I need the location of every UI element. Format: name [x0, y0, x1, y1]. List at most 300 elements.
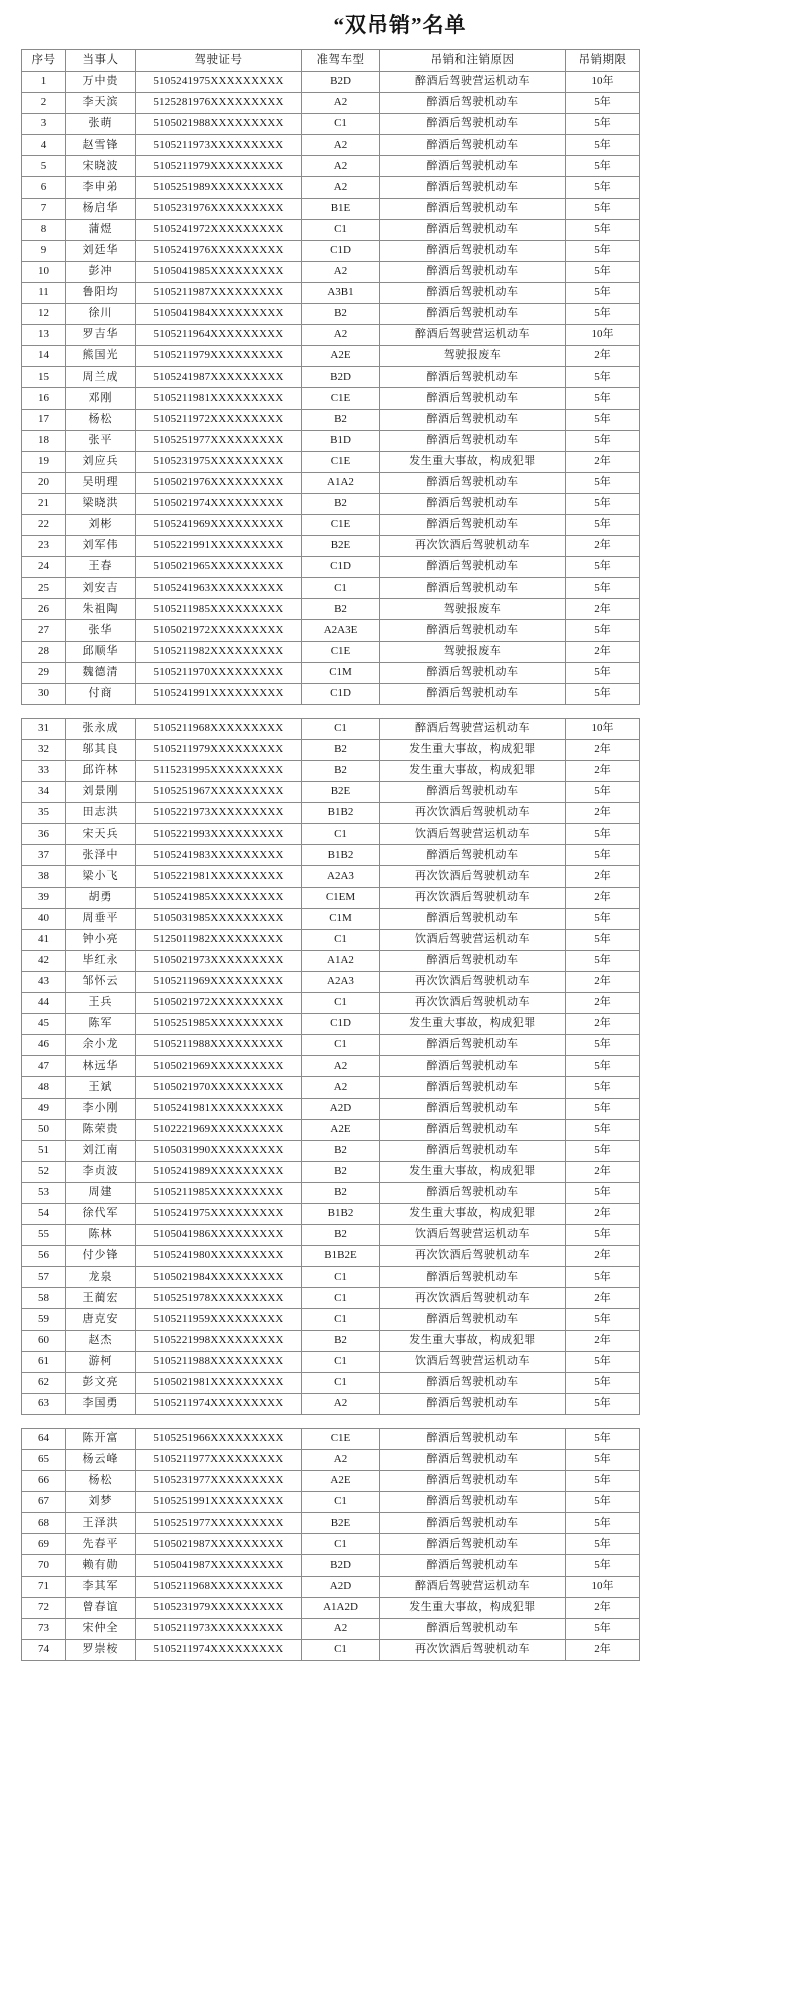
cell-index: 7: [22, 198, 66, 219]
cell-term: 10年: [566, 718, 640, 739]
cell-term: 5年: [566, 430, 640, 451]
cell-license: 5125011982XXXXXXXXX: [136, 929, 302, 950]
cell-reason: 醉酒后驾驶机动车: [380, 845, 566, 866]
table-row: [22, 1035, 640, 1056]
cell-reason: 醉酒后驾驶机动车: [380, 135, 566, 156]
cell-index: 50: [22, 1119, 66, 1140]
cell-term: 5年: [566, 1140, 640, 1161]
cell-reason: 饮酒后驾驶营运机动车: [380, 1351, 566, 1372]
table-row: [22, 177, 640, 198]
cell-reason: 醉酒后驾驶机动车: [380, 409, 566, 430]
cell-index: 19: [22, 451, 66, 472]
cell-license: 5105211977XXXXXXXXX: [136, 1450, 302, 1471]
cell-reason: 醉酒后驾驶机动车: [380, 219, 566, 240]
table-row: [22, 304, 640, 325]
cell-term: 5年: [566, 1351, 640, 1372]
cell-license: 5105251991XXXXXXXXX: [136, 1492, 302, 1513]
cell-reason: 醉酒后驾驶机动车: [380, 261, 566, 282]
cell-term: 5年: [566, 1428, 640, 1449]
cell-index: 55: [22, 1225, 66, 1246]
table-row: [22, 1140, 640, 1161]
cell-name: 王泽洪: [66, 1513, 136, 1534]
cell-name: 徐代军: [66, 1203, 136, 1224]
cell-type: B1E: [302, 198, 380, 219]
table-row: [22, 845, 640, 866]
cell-name: 唐克安: [66, 1309, 136, 1330]
cell-index: 37: [22, 845, 66, 866]
cell-reason: 再次饮酒后驾驶机动车: [380, 803, 566, 824]
cell-index: 29: [22, 662, 66, 683]
cell-index: 17: [22, 409, 66, 430]
cell-license: 5105241985XXXXXXXXX: [136, 887, 302, 908]
cell-name: 王斌: [66, 1077, 136, 1098]
listing-table: [21, 49, 640, 705]
cell-name: 李小刚: [66, 1098, 136, 1119]
table-block-separator: [21, 1415, 639, 1428]
cell-term: 5年: [566, 1450, 640, 1471]
cell-name: 曾春谊: [66, 1597, 136, 1618]
column-header-license: 驾驶证号: [136, 50, 302, 72]
cell-name: 梁小飞: [66, 866, 136, 887]
cell-term: 5年: [566, 1393, 640, 1414]
cell-name: 徐川: [66, 304, 136, 325]
cell-term: 5年: [566, 219, 640, 240]
cell-reason: 醉酒后驾驶机动车: [380, 1267, 566, 1288]
cell-term: 2年: [566, 739, 640, 760]
cell-type: A2: [302, 1618, 380, 1639]
cell-reason: 醉酒后驾驶营运机动车: [380, 325, 566, 346]
cell-type: B2: [302, 739, 380, 760]
cell-license: 5105041986XXXXXXXXX: [136, 1225, 302, 1246]
cell-license: 5105041985XXXXXXXXX: [136, 261, 302, 282]
cell-name: 王蔺宏: [66, 1288, 136, 1309]
table-row: [22, 1372, 640, 1393]
table-row: [22, 1119, 640, 1140]
cell-term: 2年: [566, 1597, 640, 1618]
cell-reason: 醉酒后驾驶机动车: [380, 1119, 566, 1140]
cell-term: 2年: [566, 1288, 640, 1309]
cell-index: 6: [22, 177, 66, 198]
cell-type: B2: [302, 1330, 380, 1351]
cell-name: 刘安吉: [66, 578, 136, 599]
cell-reason: 醉酒后驾驶机动车: [380, 388, 566, 409]
cell-license: 5105221973XXXXXXXXX: [136, 803, 302, 824]
cell-reason: 再次饮酒后驾驶机动车: [380, 536, 566, 557]
cell-reason: 醉酒后驾驶机动车: [380, 240, 566, 261]
cell-index: 14: [22, 346, 66, 367]
cell-license: 5105251985XXXXXXXXX: [136, 1014, 302, 1035]
cell-index: 22: [22, 514, 66, 535]
cell-license: 5105021981XXXXXXXXX: [136, 1372, 302, 1393]
table-row: [22, 950, 640, 971]
cell-index: 44: [22, 993, 66, 1014]
cell-license: 5105241981XXXXXXXXX: [136, 1098, 302, 1119]
cell-name: 周垂平: [66, 908, 136, 929]
cell-license: 5105231975XXXXXXXXX: [136, 451, 302, 472]
cell-license: 5105211968XXXXXXXXX: [136, 718, 302, 739]
table-row: [22, 514, 640, 535]
table-row: [22, 1351, 640, 1372]
cell-reason: 醉酒后驾驶机动车: [380, 282, 566, 303]
cell-license: 5105241980XXXXXXXXX: [136, 1246, 302, 1267]
cell-reason: 再次饮酒后驾驶机动车: [380, 866, 566, 887]
table-row: [22, 282, 640, 303]
cell-term: 5年: [566, 683, 640, 704]
cell-license: 5105211979XXXXXXXXX: [136, 739, 302, 760]
cell-name: 刘应兵: [66, 451, 136, 472]
cell-reason: 醉酒后驾驶机动车: [380, 1309, 566, 1330]
cell-name: 钟小亮: [66, 929, 136, 950]
cell-term: 5年: [566, 1182, 640, 1203]
cell-index: 24: [22, 557, 66, 578]
cell-type: B1B2: [302, 845, 380, 866]
cell-license: 5105211988XXXXXXXXX: [136, 1035, 302, 1056]
cell-index: 4: [22, 135, 66, 156]
table-row: [22, 1450, 640, 1471]
cell-reason: 发生重大事故，构成犯罪: [380, 761, 566, 782]
cell-reason: 醉酒后驾驶机动车: [380, 430, 566, 451]
cell-index: 65: [22, 1450, 66, 1471]
cell-type: B1B2: [302, 1203, 380, 1224]
cell-term: 2年: [566, 1014, 640, 1035]
column-header-index: 序号: [22, 50, 66, 72]
cell-reason: 醉酒后驾驶机动车: [380, 1140, 566, 1161]
cell-license: 5105021984XXXXXXXXX: [136, 1267, 302, 1288]
cell-name: 邬其良: [66, 739, 136, 760]
cell-type: B2: [302, 599, 380, 620]
cell-name: 蒲煜: [66, 219, 136, 240]
cell-type: A1A2D: [302, 1597, 380, 1618]
cell-license: 5105031985XXXXXXXXX: [136, 908, 302, 929]
cell-reason: 饮酒后驾驶营运机动车: [380, 929, 566, 950]
cell-index: 15: [22, 367, 66, 388]
table-row: [22, 641, 640, 662]
cell-license: 5105241972XXXXXXXXX: [136, 219, 302, 240]
cell-type: C1: [302, 929, 380, 950]
cell-name: 周建: [66, 1182, 136, 1203]
cell-term: 2年: [566, 451, 640, 472]
cell-reason: 醉酒后驾驶机动车: [380, 177, 566, 198]
cell-index: 46: [22, 1035, 66, 1056]
cell-reason: 饮酒后驾驶营运机动车: [380, 1225, 566, 1246]
table-row: [22, 1555, 640, 1576]
cell-term: 5年: [566, 472, 640, 493]
cell-name: 邓刚: [66, 388, 136, 409]
cell-term: 2年: [566, 887, 640, 908]
table-row: [22, 219, 640, 240]
cell-term: 5年: [566, 304, 640, 325]
cell-type: C1: [302, 1372, 380, 1393]
cell-reason: 再次饮酒后驾驶机动车: [380, 1246, 566, 1267]
cell-index: 23: [22, 536, 66, 557]
cell-term: 10年: [566, 325, 640, 346]
cell-license: 5105211968XXXXXXXXX: [136, 1576, 302, 1597]
cell-term: 2年: [566, 1639, 640, 1660]
cell-name: 陈开富: [66, 1428, 136, 1449]
cell-name: 刘梦: [66, 1492, 136, 1513]
cell-term: 5年: [566, 1372, 640, 1393]
cell-index: 56: [22, 1246, 66, 1267]
cell-index: 73: [22, 1618, 66, 1639]
cell-type: B2E: [302, 1513, 380, 1534]
cell-index: 43: [22, 971, 66, 992]
cell-reason: 醉酒后驾驶机动车: [380, 472, 566, 493]
cell-name: 赖有勋: [66, 1555, 136, 1576]
table-row: [22, 1597, 640, 1618]
cell-index: 52: [22, 1161, 66, 1182]
table-row: [22, 1288, 640, 1309]
cell-license: 5105211973XXXXXXXXX: [136, 1618, 302, 1639]
cell-name: 王兵: [66, 993, 136, 1014]
cell-type: C1: [302, 1534, 380, 1555]
table-row: [22, 662, 640, 683]
cell-reason: 醉酒后驾驶机动车: [380, 782, 566, 803]
cell-license: 5105021976XXXXXXXXX: [136, 472, 302, 493]
table-row: [22, 557, 640, 578]
cell-reason: 发生重大事故，构成犯罪: [380, 1597, 566, 1618]
cell-type: C1M: [302, 908, 380, 929]
table-row: [22, 1098, 640, 1119]
cell-reason: 发生重大事故，构成犯罪: [380, 1014, 566, 1035]
table-row: [22, 599, 640, 620]
cell-name: 张平: [66, 430, 136, 451]
table-row: [22, 1182, 640, 1203]
cell-index: 11: [22, 282, 66, 303]
cell-index: 38: [22, 866, 66, 887]
cell-reason: 醉酒后驾驶机动车: [380, 620, 566, 641]
table-row: [22, 430, 640, 451]
cell-type: C1: [302, 114, 380, 135]
table-row: [22, 536, 640, 557]
table-row: [22, 1203, 640, 1224]
cell-name: 邱顺华: [66, 641, 136, 662]
table-row: [22, 1014, 640, 1035]
cell-index: 69: [22, 1534, 66, 1555]
cell-term: 2年: [566, 1330, 640, 1351]
table-row: [22, 620, 640, 641]
cell-index: 31: [22, 718, 66, 739]
cell-type: C1D: [302, 683, 380, 704]
cell-name: 彭文亮: [66, 1372, 136, 1393]
cell-name: 王春: [66, 557, 136, 578]
cell-index: 67: [22, 1492, 66, 1513]
cell-index: 8: [22, 219, 66, 240]
cell-reason: 醉酒后驾驶机动车: [380, 1098, 566, 1119]
table-row: [22, 803, 640, 824]
cell-license: 5105221998XXXXXXXXX: [136, 1330, 302, 1351]
cell-name: 游柯: [66, 1351, 136, 1372]
cell-name: 杨松: [66, 409, 136, 430]
cell-reason: 醉酒后驾驶营运机动车: [380, 72, 566, 93]
table-row: [22, 493, 640, 514]
cell-index: 33: [22, 761, 66, 782]
cell-type: B2: [302, 409, 380, 430]
cell-term: 5年: [566, 1056, 640, 1077]
cell-type: A2: [302, 1077, 380, 1098]
cell-name: 张永成: [66, 718, 136, 739]
cell-license: 5105021965XXXXXXXXX: [136, 557, 302, 578]
cell-index: 66: [22, 1471, 66, 1492]
table-row: [22, 367, 640, 388]
cell-name: 吴明理: [66, 472, 136, 493]
cell-type: A2A3E: [302, 620, 380, 641]
cell-type: A2: [302, 93, 380, 114]
cell-term: 2年: [566, 536, 640, 557]
cell-index: 21: [22, 493, 66, 514]
cell-index: 16: [22, 388, 66, 409]
cell-type: A2E: [302, 1119, 380, 1140]
cell-term: 5年: [566, 388, 640, 409]
cell-type: A2A3: [302, 971, 380, 992]
cell-name: 赵杰: [66, 1330, 136, 1351]
listing-table: [21, 1428, 640, 1661]
cell-name: 魏德清: [66, 662, 136, 683]
cell-index: 34: [22, 782, 66, 803]
cell-index: 74: [22, 1639, 66, 1660]
cell-reason: 再次饮酒后驾驶机动车: [380, 1288, 566, 1309]
cell-index: 25: [22, 578, 66, 599]
table-row: [22, 929, 640, 950]
cell-type: C1M: [302, 662, 380, 683]
cell-reason: 醉酒后驾驶机动车: [380, 493, 566, 514]
cell-reason: 醉酒后驾驶机动车: [380, 578, 566, 599]
cell-license: 5105021973XXXXXXXXX: [136, 950, 302, 971]
cell-term: 5年: [566, 198, 640, 219]
cell-reason: 醉酒后驾驶机动车: [380, 1534, 566, 1555]
table-row: [22, 72, 640, 93]
cell-name: 李国勇: [66, 1393, 136, 1414]
cell-term: 5年: [566, 662, 640, 683]
cell-index: 48: [22, 1077, 66, 1098]
cell-type: C1E: [302, 388, 380, 409]
cell-name: 张萌: [66, 114, 136, 135]
cell-index: 32: [22, 739, 66, 760]
table-row: [22, 135, 640, 156]
cell-name: 鲁阳均: [66, 282, 136, 303]
cell-term: 5年: [566, 114, 640, 135]
table-row: [22, 156, 640, 177]
cell-term: 5年: [566, 578, 640, 599]
cell-name: 刘江南: [66, 1140, 136, 1161]
cell-license: 5105211959XXXXXXXXX: [136, 1309, 302, 1330]
cell-index: 72: [22, 1597, 66, 1618]
table-row: [22, 409, 640, 430]
cell-reason: 醉酒后驾驶机动车: [380, 1555, 566, 1576]
cell-index: 45: [22, 1014, 66, 1035]
cell-index: 35: [22, 803, 66, 824]
table-row: [22, 346, 640, 367]
cell-name: 罗吉华: [66, 325, 136, 346]
cell-type: A2E: [302, 346, 380, 367]
cell-license: 5105241975XXXXXXXXX: [136, 1203, 302, 1224]
cell-type: A1A2: [302, 950, 380, 971]
cell-type: C1: [302, 824, 380, 845]
table-header-row: [22, 50, 640, 72]
cell-index: 47: [22, 1056, 66, 1077]
cell-index: 42: [22, 950, 66, 971]
cell-name: 陈军: [66, 1014, 136, 1035]
table-row: [22, 93, 640, 114]
cell-reason: 醉酒后驾驶机动车: [380, 114, 566, 135]
cell-type: C1: [302, 1492, 380, 1513]
table-row: [22, 683, 640, 704]
cell-index: 3: [22, 114, 66, 135]
column-header-term: 吊销期限: [566, 50, 640, 72]
cell-type: C1: [302, 993, 380, 1014]
cell-license: 5105211969XXXXXXXXX: [136, 971, 302, 992]
cell-type: B1B2E: [302, 1246, 380, 1267]
cell-name: 熊国光: [66, 346, 136, 367]
cell-type: A2D: [302, 1576, 380, 1597]
cell-index: 40: [22, 908, 66, 929]
cell-type: C1: [302, 1639, 380, 1660]
cell-reason: 醉酒后驾驶机动车: [380, 1372, 566, 1393]
cell-index: 26: [22, 599, 66, 620]
cell-type: C1D: [302, 557, 380, 578]
cell-type: C1: [302, 718, 380, 739]
column-header-name: 当事人: [66, 50, 136, 72]
cell-license: 5105021987XXXXXXXXX: [136, 1534, 302, 1555]
table-row: [22, 887, 640, 908]
cell-term: 2年: [566, 803, 640, 824]
cell-index: 59: [22, 1309, 66, 1330]
table-row: [22, 388, 640, 409]
cell-name: 付少锋: [66, 1246, 136, 1267]
cell-index: 68: [22, 1513, 66, 1534]
cell-type: A2: [302, 156, 380, 177]
cell-name: 宋天兵: [66, 824, 136, 845]
cell-reason: 醉酒后驾驶机动车: [380, 1450, 566, 1471]
cell-reason: 醉酒后驾驶机动车: [380, 1618, 566, 1639]
cell-type: C1D: [302, 240, 380, 261]
cell-type: A1A2: [302, 472, 380, 493]
table-row: [22, 1618, 640, 1639]
cell-term: 2年: [566, 1203, 640, 1224]
cell-type: A2: [302, 261, 380, 282]
cell-license: 5105251977XXXXXXXXX: [136, 430, 302, 451]
cell-license: 5105221981XXXXXXXXX: [136, 866, 302, 887]
cell-type: B2E: [302, 782, 380, 803]
cell-name: 朱祖陶: [66, 599, 136, 620]
table-row: [22, 1246, 640, 1267]
cell-name: 龙泉: [66, 1267, 136, 1288]
cell-type: A2: [302, 1056, 380, 1077]
cell-term: 5年: [566, 929, 640, 950]
cell-license: 5105021988XXXXXXXXX: [136, 114, 302, 135]
cell-reason: 醉酒后驾驶营运机动车: [380, 1576, 566, 1597]
cell-type: C1: [302, 1267, 380, 1288]
cell-name: 邱许林: [66, 761, 136, 782]
cell-reason: 醉酒后驾驶机动车: [380, 514, 566, 535]
table-row: [22, 1534, 640, 1555]
cell-index: 70: [22, 1555, 66, 1576]
listing-table: [21, 718, 640, 1415]
cell-term: 5年: [566, 1098, 640, 1119]
cell-name: 李申弟: [66, 177, 136, 198]
cell-type: A2E: [302, 1471, 380, 1492]
table-row: [22, 1471, 640, 1492]
cell-license: 5125281976XXXXXXXXX: [136, 93, 302, 114]
cell-term: 5年: [566, 908, 640, 929]
cell-reason: 醉酒后驾驶机动车: [380, 156, 566, 177]
cell-index: 10: [22, 261, 66, 282]
cell-name: 宋仲全: [66, 1618, 136, 1639]
cell-type: B1D: [302, 430, 380, 451]
cell-index: 28: [22, 641, 66, 662]
cell-type: B2: [302, 1182, 380, 1203]
cell-license: 5105241987XXXXXXXXX: [136, 367, 302, 388]
cell-term: 5年: [566, 1471, 640, 1492]
